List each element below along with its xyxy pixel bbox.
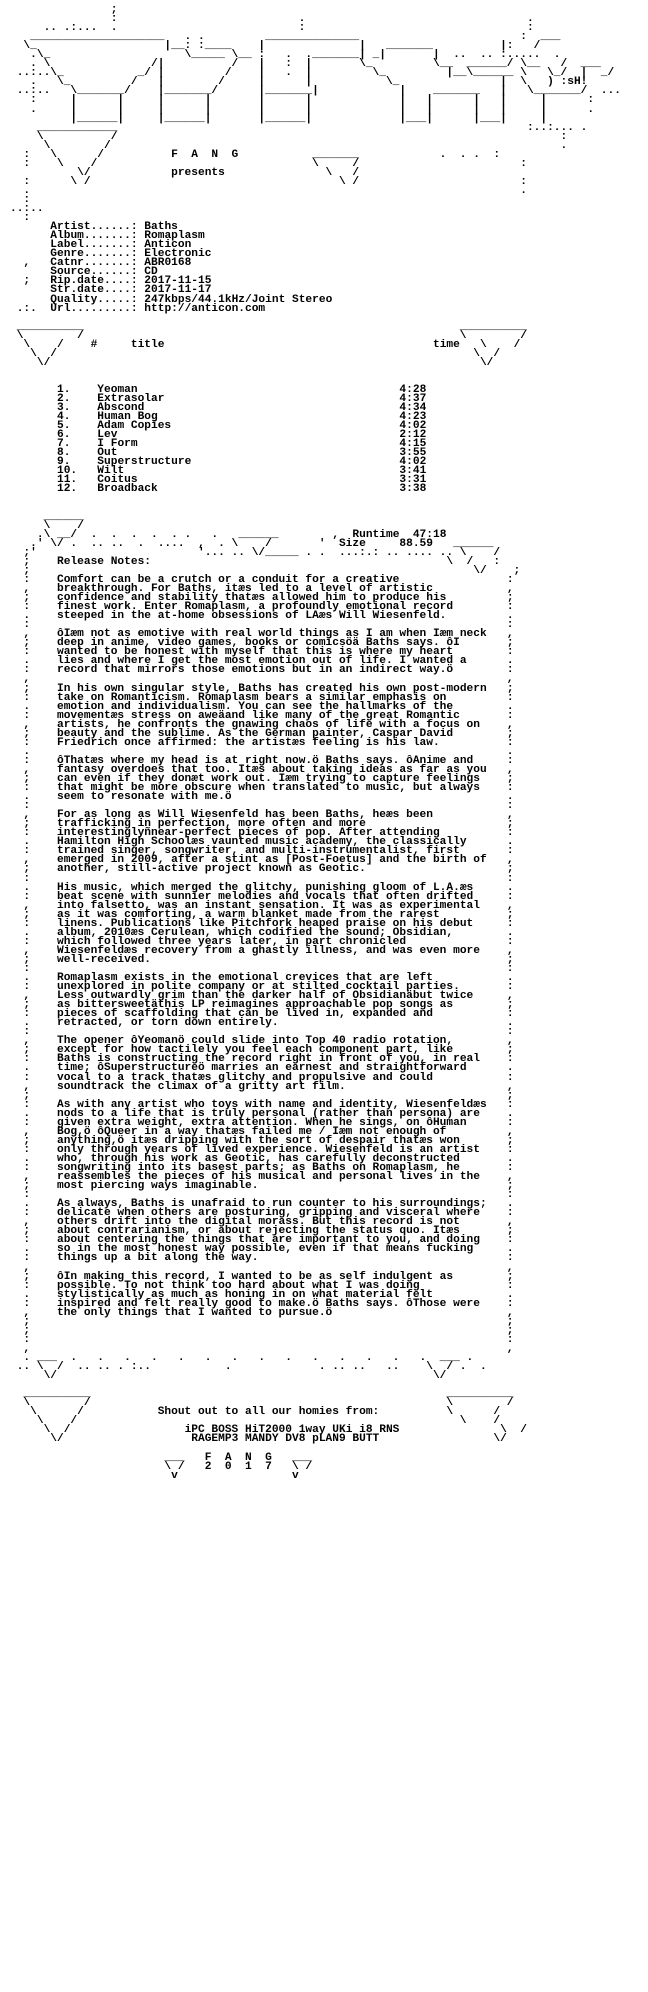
note-line: movementæs stress on aweäand like many of the great Romantic bbox=[57, 709, 507, 722]
banner-line: . | | | | | | | | | | | . bbox=[10, 103, 595, 116]
info-key: Str.date....: bbox=[50, 284, 138, 297]
nfo-document: ; : . . .. .:... . : : ____________________ . . ______________ : ___ \_ |__: :____ | | _______ |: / .\_ \_____ \__ : . ._______| _| | .. .. :..... . . \ /| / | : | \_ \__ ______/ \__ / ___ ..:..\_ _/ | / | . | \_ |__\______ \ \_/ | _/ . \_ / | / | | \_ | \ ) :sH! ..:.. \_______/ |_______/ |_______| | _______ | \_______/ ... : | | | | | | | | | | | : . | | | | | | | | | | | . |______| |______| |______| |___| |___| | ____________ :..:... . \ / : \ / . : \ / F A N G _______ . . . : : \ / \ / : \/ presents \ / : \ / \ / : . . : ..:.. : Artist......: Baths Album.......: Romaplasm Label.......: Anticon Genre.......: Electronic , Catnr.......: ABR0168 Source......: CD ; Rip.date....: 2017-11-15 Str.date....: 2017-11-17 Quality.....: 247kbps/44.1kHz/Joint Stereo .:. Url.........: http://anticon.com __________ __________ \ / \ / \ / # title time \ / \ / \ / \/ \/ 1. Yeoman 4:28 2. Extrasolar 4:37 3. Abscond 4:34 4. Human Bog 4:23 5. Adam Copies 4:02 6. Lev 2:12 7. I Form 4:15 8. Out 3:55 9. Superstructure 4:02 10. Wilt 3:41 11. Coitus 3:31 12. Broadback 3:38 ______ \ / .\ __/ . . . . . . . ______ , Runtime 47:18 .' \/ . .. .. . .... , . \ / ' Size 88.59 ______ ;' '... .. \/_____ . . ...:.: .. .... .. \ / ; Release Notes: \ / : ; \/ ; : Comfort can be a crutch or a conduit for a creative : , breakthrough. For Baths, itæs led to a level of artistic , ; confidence and stability thatæs allowed him to produce his ; : finest work. Enter Romaplasm, a profoundly emotional record : . steeped in the at-home obsessions of LAæs Will Wiesenfeld. . : : , ôIæm not as emotive with real world things as I am when Iæm neck , ; deep in anime, video games, books or comicsöä Baths says. ôI ; : wanted to be honest with myself that this is where my heart : . lies and where I get the most emotion out of life. I wanted a . : record that mirrors those emotions but in an indirect way.ö : , , ; In his own singular style, Baths has created his own post-modern ; : take on Romanticism. Romaplasm bears a similar emphasis on : . emotion and individualism. You can see the hallmarks of the . : movementæs stress on aweäand like many of the great Romantic : , artists, he confronts the gnawing chaos of life with a focus on , ; beauty and the sublime. As the German painter, Caspar David ; : Friedrich once affirmed: the artistæs feeling is his law. : . . : ôThatæs where my head is at right now.ö Baths says. ôAnime and : , fantasy overdoes that too. Itæs about taking ideas as far as you , ; can even if they donæt work out. Iæm trying to capture feelings ; : that might be more obscure when translated to music, but always : . seem to resonate with me.ö . : : , For as long as Will Wiesenfeld has been Baths, heæs been , ; trafficking in perfection, more often and more ; : interestinglyñnear-perfect pieces of pop. After attending : . Hamilton High Schoolæs vaunted music academy, the classically . : trained singer, songwriter, and multi-instrumentalist, first : , emerged in 2009, after a stint as [Post-Foetus] and the birth of , ; another, still-active project known as Geotic. ; : : . His music, which merged the glitchy, punishing gloom of L.A.æs . : beat scene with sunnier melodies and vocals that often drifted : , into falsetto, was an instant sensation. It was as experimental , ; as it was comforting, a warm blanket made from the rarest ; : linens. Publications like Pitchfork heaped praise on his debut : . album, 2010æs Cerulean, which codified the sound; Obsidian, . : which followed three years later, in part chronicled : , Wiesenfeldæs recovery from a ghastly illness, and was even more , ; well-received. ; : : . Romaplasm exists in the emotional crevices that are left . : unexplored in polite company or at stilted cocktail parties. : , Less outwardly grim than the darker half of Obsidianäbut twice , ; as bittersweetäthis LP reimagines approachable pop songs as ; : pieces of scaffolding that can be lived in, expanded and : . retracted, or torn down entirely. . : : , The opener ôYeomanö could slide into Top 40 radio rotation, , ; except for how tactilely you feel each component part, like ; : Baths is constructing the record right in front of you, in real : . time; ôSuperstructureö marries an earnest and straightforward . : vocal to a track thatæs glitchy and propulsive and could : , soundtrack the climax of a gritty art film. , ; ; : As with any artist who toys with name and identity, Wiesenfeldæs : . nods to a life that is truly personal (rather than persona) are . : given extra weight, extra attention. When he sings, on ôHuman : , Bog,ö ôQueer in a way thatæs failed me / Iæm not enough of , ; anything,ö itæs dripping with the sort of despair thatæs won ; : only through years of lived experience. Wiesenfeld is an artist : . who, through his work as Geotic, has carefully deconstructed . : songwriting into its basest parts; as Baths on Romaplasm, he : , reassembles the pieces of his musical and personal lives in the , ; most piercing ways imaginable. ; : : . As always, Baths is unafraid to run counter to his surroundings; . : delicate when others are posturing, gripping and visceral where : , others drift into the digital morass. But this record is not , ; about contrarianism, or about rejecting the status quo. Itæs ; : about centering the things that are important to you, and doing : . so in the most honest way possible, even if that means fucking . : things up a bit along the way. : , , ; ôIn making this record, I wanted to be as self indulgent as ; : possible. To not think too hard about what I was doing : . stylistically as much as honing in on what material felt . : inspired and felt really good to make.ö Baths says. ôThose were : , the only things that I wanted to pursue.ö , ; ; ; ; : : , , . ___ . . . . . . . . . . . . . . ___ . .. \ / .. .. . :.. . . .. .. .. \ / . . \/ \/ __________ __________ \ / \ / \ / Shout out to all our homies from: \ / \ / \ / \ / iPC BOSS HiT2000 1way UKi i8 RNS \ / \/ RAGEMP3 MANDY DV8 pLAN9 BUTT \/ ___ F A N G ___ \ / 2 0 1 7 \ / v v bbox=[10, 4, 621, 1482]
note-line: The opener ôYeomanö could slide into Top 40 radio rotation, bbox=[57, 1035, 507, 1048]
size-value: 88.59 bbox=[399, 537, 433, 550]
note-line: In his own singular style, Baths has created his own post-modern bbox=[57, 682, 507, 695]
track-title: Superstructure bbox=[97, 456, 400, 469]
note-line: His music, which merged the glitchy, punishing gloom of L.A.æs bbox=[57, 881, 507, 894]
note-line: as it was comforting, a warm blanket made from the rarest bbox=[57, 908, 507, 921]
info-value: 2017-11-17 bbox=[144, 284, 212, 297]
note-line: linens. Publications like Pitchfork heaped praise on his debut bbox=[57, 917, 507, 930]
note-line: artists, he confronts the gnawing chaos of life with a focus on bbox=[57, 718, 507, 731]
track-time: 3:55 bbox=[399, 447, 427, 460]
note-line: retracted, or torn down entirely. bbox=[57, 1017, 507, 1030]
note-line: Friedrich once affirmed: the artistæs feeling is his law. bbox=[57, 736, 507, 749]
note-line: soundtrack the climax of a gritty art film. bbox=[57, 1080, 507, 1093]
note-line: the only things that I wanted to pursue.ö bbox=[57, 1306, 507, 1319]
track-number: 6. bbox=[57, 429, 98, 442]
footer-group-name: F A N G bbox=[204, 1451, 272, 1464]
note-line: deep in anime, video games, books or comicsöä Baths says. ôI bbox=[57, 637, 507, 650]
note-line: breakthrough. For Baths, itæs led to a level of artistic bbox=[57, 583, 507, 595]
note-line: fantasy overdoes that too. Itæs about taking ideas as far as you bbox=[57, 763, 507, 776]
note-line: unexplored in polite company or at stilted cocktail parties. bbox=[57, 981, 507, 994]
note-line: possible. To not think too hard about what I was doing bbox=[57, 1279, 507, 1292]
banner-line: \/ presents \ / bbox=[10, 166, 360, 179]
track-num-header: # bbox=[90, 338, 98, 351]
note-line: nods to a life that is truly personal (rather than persona) are bbox=[57, 1107, 507, 1120]
banner-line: ____________________ . . ______________ : ___ bbox=[10, 31, 561, 44]
track-number: 2. bbox=[57, 393, 98, 406]
note-line: that might be more obscure when translated to music, but always bbox=[57, 782, 507, 795]
note-line: ôIæm not as emotive with real world things as I am when Iæm neck bbox=[57, 628, 507, 641]
note-line: steeped in the at-home obsessions of LAæs Will Wiesenfeld. bbox=[57, 610, 507, 623]
info-key: Genre.......: bbox=[50, 248, 138, 261]
track-number: 5. bbox=[57, 420, 98, 433]
note-line: most piercing ways imaginable. bbox=[57, 1180, 507, 1193]
note-line: trafficking in perfection, more often and more bbox=[57, 818, 507, 831]
note-line: As with any artist who toys with name and identity, Wiesenfeldæs bbox=[57, 1098, 507, 1111]
note-line: beat scene with sunnier melodies and vocals that often drifted bbox=[57, 890, 507, 903]
track-title: I Form bbox=[97, 438, 400, 451]
track-title: Yeoman bbox=[97, 383, 400, 396]
runtime-value: 47:18 bbox=[412, 528, 447, 541]
note-line: beauty and the sublime. As the German painter, Caspar David bbox=[57, 727, 507, 740]
note-line: about centering the things that are important to you, and doing bbox=[57, 1234, 507, 1247]
info-key: Rip.date....: bbox=[50, 275, 138, 288]
banner-line: .. .:... . : : bbox=[10, 22, 534, 35]
track-title: Adam Copies bbox=[97, 420, 400, 433]
track-number: 7. bbox=[57, 438, 98, 451]
note-line: vocal to a track thatæs glitchy and propulsive and could bbox=[57, 1071, 507, 1084]
note-line: As always, Baths is unafraid to run counter to his surroundings; bbox=[57, 1198, 507, 1211]
banner-line: : \ / \ / : bbox=[10, 157, 527, 170]
banner-line: . . bbox=[10, 184, 527, 197]
track-title: Wilt bbox=[97, 465, 400, 478]
banner-line: \ / : bbox=[10, 130, 568, 143]
note-line: others drift into the digital morass. But this record is not bbox=[57, 1216, 507, 1229]
banner-line: : \ / F A N G _______ . . . : bbox=[10, 148, 501, 161]
info-key: Quality.....: bbox=[50, 293, 138, 306]
note-line: reassembles the pieces of his musical and personal lives in the bbox=[57, 1171, 507, 1184]
note-line: Comfort can be a crutch or a conduit for a creative bbox=[57, 573, 507, 586]
track-time: 4:02 bbox=[399, 456, 427, 469]
note-line: album, 2010æs Cerulean, which codified the sound; Obsidian, bbox=[57, 926, 507, 939]
note-line: anything,ö itæs dripping with the sort of despair thatæs won bbox=[57, 1134, 507, 1147]
info-value: Electronic bbox=[144, 248, 212, 261]
note-line: only through years of lived experience. Wiesenfeld is an artist bbox=[57, 1143, 507, 1156]
note-line: ôThatæs where my head is at right now.ö Baths says. ôAnime and bbox=[57, 754, 507, 767]
note-line: songwriting into its basest parts; as Baths on Romaplasm, he bbox=[57, 1162, 507, 1174]
track-time-header: time bbox=[433, 338, 460, 351]
note-line: confidence and stability thatæs allowed him to produce his bbox=[57, 592, 507, 605]
track-title: Extrasolar bbox=[97, 393, 400, 406]
track-title: Lev bbox=[97, 429, 400, 442]
track-number: 8. bbox=[57, 447, 98, 460]
banner-line: : . . bbox=[10, 13, 534, 26]
track-number: 11. bbox=[57, 474, 98, 487]
note-line: which followed three years later, in part chronicled bbox=[57, 935, 507, 948]
track-time: 3:31 bbox=[399, 474, 427, 487]
note-line: into falsetto, was an instant sensation. It was as experimental bbox=[57, 899, 507, 912]
info-value: 247kbps/44.1kHz/Joint Stereo bbox=[144, 293, 333, 306]
note-line: emotion and individualism. You can see the hallmarks of the bbox=[57, 700, 507, 713]
note-line: delicate when others are posturing, gripping and visceral where bbox=[57, 1207, 507, 1220]
note-line: record that mirrors those emotions but in an indirect way.ö bbox=[57, 664, 507, 677]
note-line: Less outwardly grim than the darker half of Obsidianäbut twice bbox=[57, 990, 507, 1003]
note-line: Hamilton High Schoolæs vaunted music academy, the classically bbox=[57, 836, 507, 849]
track-number: 1. bbox=[57, 383, 98, 396]
note-line: about contrarianism, or about rejecting the status quo. Itæs bbox=[57, 1225, 507, 1238]
note-line: pieces of scaffolding that can be lived in, expanded and bbox=[57, 1008, 507, 1021]
track-number: 3. bbox=[57, 402, 98, 415]
note-line: Bog,ö ôQueer in a way thatæs failed me / Iæm not enough of bbox=[57, 1125, 507, 1138]
banner-line: ..:.. \_______/ |_______/ |_______| | _______ | \_______/ ... bbox=[10, 85, 621, 98]
track-time: 4:28 bbox=[399, 383, 427, 396]
banner-line: |______| |______| |______| |___| |___| | bbox=[10, 112, 548, 125]
banner-line: : | | | | | | | | | | | : bbox=[10, 94, 595, 107]
note-line: Romaplasm exists in the emotional crevices that are left bbox=[57, 972, 507, 985]
banner-line: ____________ :..:... . bbox=[10, 121, 588, 134]
track-title: Human Bog bbox=[97, 411, 400, 424]
banner-line: . \ /| / | : | \_ \__ ______/ \__ / ___ bbox=[10, 58, 601, 71]
shoutout-groups: RAGEMP3 MANDY DV8 pLAN9 BUTT bbox=[191, 1433, 380, 1446]
track-number: 10. bbox=[57, 465, 98, 478]
note-line: as bittersweetäthis LP reimagines approachable pop songs as bbox=[57, 999, 507, 1012]
note-line: lies and where I get the most emotion out of life. I wanted a bbox=[57, 655, 507, 668]
note-line: trained singer, songwriter, and multi-instrumentalist, first bbox=[57, 845, 507, 858]
info-key: Source......: bbox=[50, 266, 138, 279]
info-key: Artist......: bbox=[50, 221, 138, 234]
note-line: seem to resonate with me.ö bbox=[57, 791, 507, 804]
note-line: finest work. Enter Romaplasm, a profoundly emotional record bbox=[57, 601, 507, 614]
info-value: Romaplasm bbox=[144, 230, 205, 243]
note-line: who, through his work as Geotic, has carefully deconstructed bbox=[57, 1152, 507, 1165]
banner-line: : \ / \ / : bbox=[10, 175, 527, 188]
banner-line: ; bbox=[10, 4, 118, 16]
track-title: Coitus bbox=[97, 474, 400, 487]
note-line: so in the most honest way possible, even if that means fucking bbox=[57, 1243, 507, 1256]
info-value: Baths bbox=[144, 221, 178, 234]
info-value: ABR0168 bbox=[144, 257, 192, 270]
banner-line: . \_ / | / | | \_ | \ ) :sH! bbox=[10, 76, 588, 89]
banner-line: .\_ \_____ \__ : . ._______| _| | .. .. :..... . bbox=[10, 49, 561, 62]
note-line: another, still-active project known as Geotic. bbox=[57, 863, 507, 876]
info-value: CD bbox=[144, 266, 158, 279]
track-title: Out bbox=[97, 447, 400, 460]
note-line: For as long as Will Wiesenfeld has been Baths, heæs been bbox=[57, 809, 507, 822]
shoutout-title: Shout out to all our homies from: bbox=[157, 1406, 380, 1419]
note-line: ôIn making this record, I wanted to be as self indulgent as bbox=[57, 1270, 507, 1283]
notes-title: Release Notes: bbox=[57, 555, 151, 568]
note-line: time; ôSuperstructureö marries an earnest and straightforward bbox=[57, 1062, 507, 1075]
note-line: interestinglyñnear-perfect pieces of pop. After attending bbox=[57, 827, 507, 840]
track-time: 2:12 bbox=[399, 429, 427, 442]
note-line: emerged in 2009, after a stint as [Post-Foetus] and the birth of bbox=[57, 854, 507, 867]
track-time: 4:23 bbox=[399, 411, 427, 424]
info-value: http://anticon.com bbox=[144, 302, 266, 315]
note-line: Baths is constructing the record right in front of you, in real bbox=[57, 1053, 507, 1066]
track-time: 4:37 bbox=[399, 393, 427, 406]
track-number: 9. bbox=[57, 456, 98, 469]
note-line: stylistically as much as honing in on what material felt bbox=[57, 1288, 507, 1301]
note-line: things up a bit along the way. bbox=[57, 1252, 507, 1265]
track-time: 4:34 bbox=[399, 402, 427, 415]
note-line: wanted to be honest with myself that this is where my heart bbox=[57, 646, 507, 659]
track-time: 3:41 bbox=[399, 465, 427, 478]
track-title-header: title bbox=[130, 338, 433, 351]
runtime-label: Runtime bbox=[352, 528, 400, 541]
size-label: Size bbox=[338, 537, 366, 550]
note-line: well-received. bbox=[57, 953, 507, 966]
note-line: inspired and felt really good to make.ö Baths says. ôThose were bbox=[57, 1297, 507, 1310]
track-title: Abscond bbox=[97, 402, 400, 415]
note-line: take on Romanticism. Romaplasm bears a similar emphasis on bbox=[57, 691, 507, 704]
footer-year: 2 0 1 7 bbox=[204, 1460, 272, 1473]
track-number: 4. bbox=[57, 411, 98, 424]
track-time: 3:38 bbox=[399, 483, 427, 496]
note-line: except for how tactilely you feel each component part, like bbox=[57, 1044, 507, 1057]
note-line: Wiesenfeldæs recovery from a ghastly illness, and was even more bbox=[57, 944, 507, 957]
banner-line: \_ |__: :____ | | _______ |: / bbox=[10, 40, 541, 53]
track-time: 4:15 bbox=[399, 438, 427, 451]
track-time: 4:02 bbox=[399, 420, 427, 433]
track-number: 12. bbox=[57, 483, 98, 496]
track-title: Broadback bbox=[97, 483, 400, 496]
note-line: given extra weight, extra attention. When he sings, on ôHuman bbox=[57, 1116, 507, 1129]
info-key: Catnr.......: bbox=[50, 257, 138, 270]
note-line: can even if they donæt work out. Iæm trying to capture feelings bbox=[57, 772, 507, 785]
shoutout-groups: iPC BOSS HiT2000 1way UKi i8 RNS bbox=[184, 1424, 400, 1437]
info-key: Url.........: bbox=[50, 302, 138, 315]
info-key: Album.......: bbox=[50, 230, 138, 243]
info-value: 2017-11-15 bbox=[144, 275, 212, 288]
banner-line: ..:..\_ _/ | / | . | \_ |__\______ \ \_/ | _/ bbox=[10, 67, 615, 80]
info-key: Label.......: bbox=[50, 239, 138, 252]
info-value: Anticon bbox=[144, 239, 192, 252]
banner-line: \ / . bbox=[10, 139, 568, 152]
